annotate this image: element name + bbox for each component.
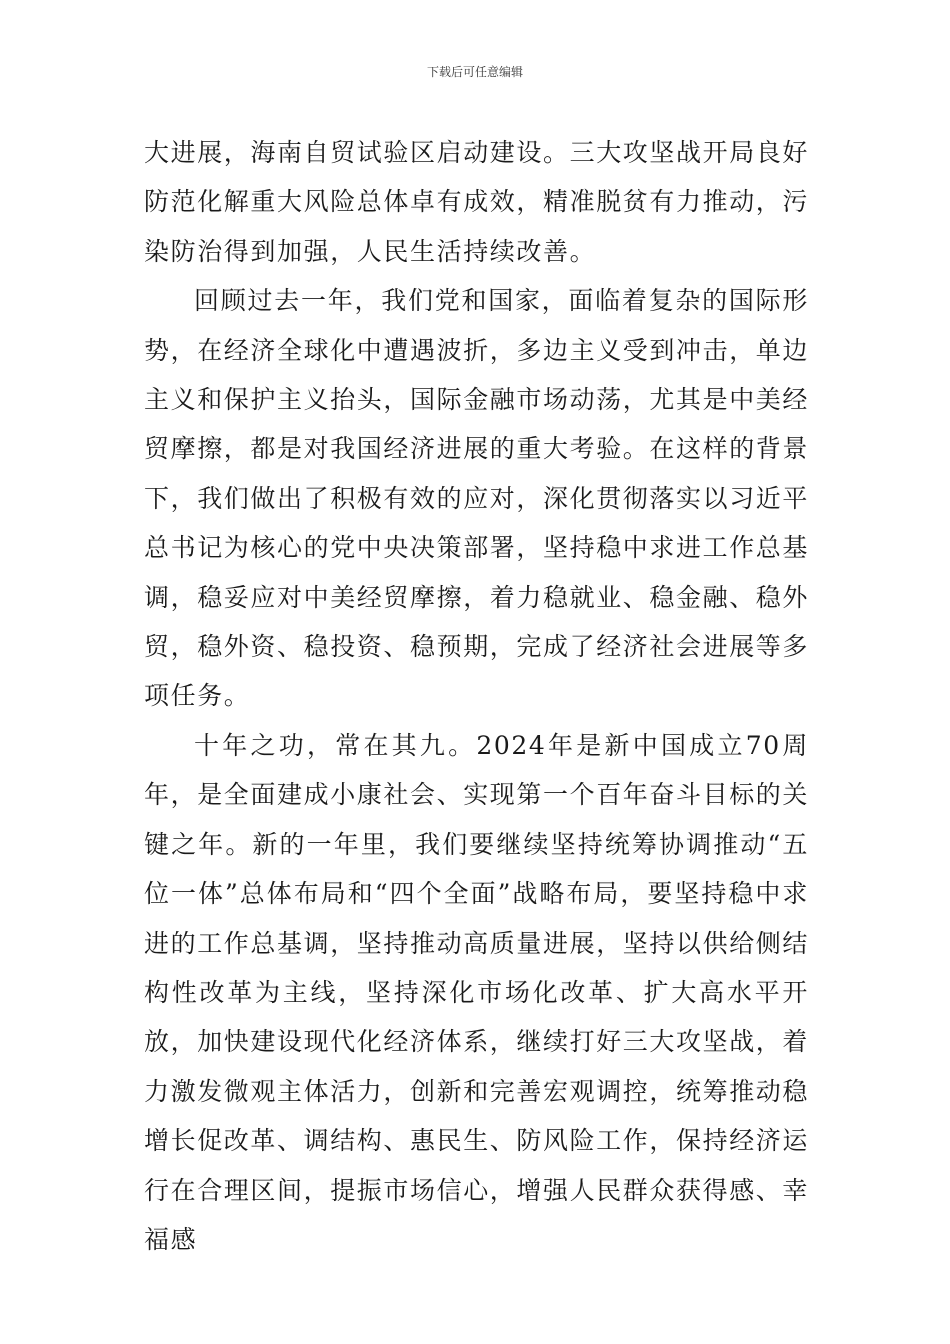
paragraph-3: 十年之功，常在其九。2024年是新中国成立70周年，是全面建成小康社会、实现第一个百年奋斗目标的关键之年。新的一年里，我们要继续坚持统筹协调推动“五位一体”总体布局和“四个全面”战略布局，要坚持稳中求进的工作总基调，坚持推动高质量进展，坚持以供给侧结构性改革为主线，坚持深化市场化改革、扩大高水平开放，加快建设现代化经济体系，继续打好三大攻坚战，着力激发微观主体活力，创新和完善宏观调控，统筹推动稳增长促改革、调结构、惠民生、防风险工作，保持经济运行在合理区间，提振市场信心，增强人民群众获得感、幸福感 bbox=[144, 730, 810, 1254]
paragraph-2: 回顾过去一年，我们党和国家，面临着复杂的国际形势，在经济全球化中遭遇波折，多边主义受到冲击，单边主义和保护主义抬头，国际金融市场动荡，尤其是中美经贸摩擦，都是对我国经济进展的重大考验。在这样的背景下，我们做出了积极有效的应对，深化贯彻落实以习近平总书记为核心的党中央决策部署，坚持稳中求进工作总基调，稳妥应对中美经贸摩擦，着力稳就业、稳金融、稳外贸，稳外资、稳投资、稳预期，完成了经济社会进展等多项任务。 bbox=[144, 286, 810, 711]
document-body bbox=[144, 128, 809, 1264]
paragraph-1: 大进展，海南自贸试验区启动建设。三大攻坚战开局良好防范化解重大风险总体卓有成效，精准脱贫有力推动，污染防治得到加强，人民生活持续改善。 bbox=[144, 138, 810, 266]
page-header: 下载后可任意编辑 bbox=[426, 65, 523, 79]
